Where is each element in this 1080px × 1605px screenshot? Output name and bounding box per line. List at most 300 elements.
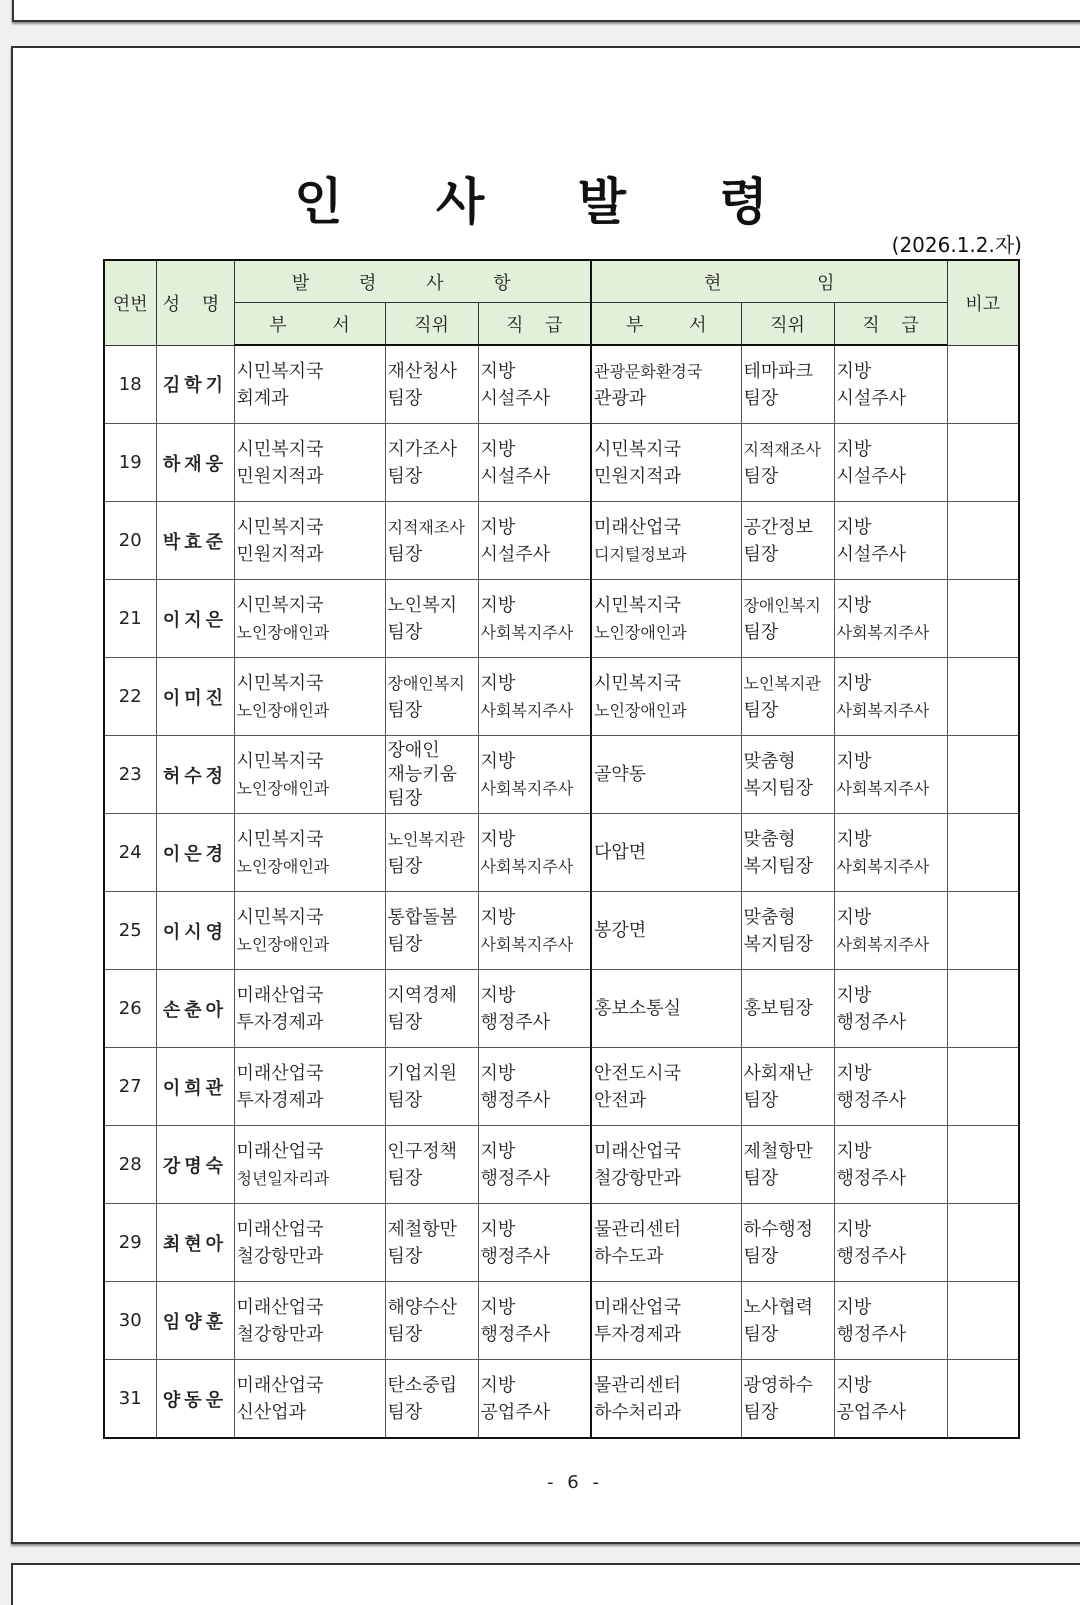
cell-line: 행정주사 xyxy=(480,1167,551,1189)
cell-line: 사회복지주사 xyxy=(480,778,574,798)
row-number: 27 xyxy=(104,1048,156,1126)
cell-line: 민원지적과 xyxy=(594,465,681,487)
header-current-grade: 직 급 xyxy=(834,303,947,346)
cell-line: 공간정보 xyxy=(743,516,814,538)
cell-line: 팀장 xyxy=(743,1245,779,1267)
cell-line: 노인장애인과 xyxy=(594,622,687,642)
cell-line: 팀장 xyxy=(387,1245,423,1267)
cell-line: 행정주사 xyxy=(836,1245,907,1267)
row-number: 20 xyxy=(104,502,156,580)
order-grade-cell xyxy=(478,1204,591,1282)
current-grade-cell xyxy=(834,1126,947,1204)
cell-line: 지방 xyxy=(836,594,872,616)
order-position-cell xyxy=(385,970,478,1048)
cell-line: 시민복지국 xyxy=(594,594,681,616)
header-remarks: 비고 xyxy=(947,260,1019,345)
cell-line: 노인복지관 xyxy=(743,673,821,693)
cell-line: 시민복지국 xyxy=(236,360,324,382)
order-grade-cell xyxy=(478,1282,591,1360)
cell-line: 봉강면 xyxy=(594,920,647,941)
cell-line: 팀장 xyxy=(743,1167,779,1189)
cell-line: 다압면 xyxy=(594,842,647,863)
cell-line: 하수도과 xyxy=(594,1245,664,1267)
cell-line: 지방 xyxy=(836,1140,872,1162)
current-grade-cell xyxy=(834,814,947,892)
cell-line: 지방 xyxy=(836,906,872,928)
cell-line: 지방 xyxy=(836,360,872,382)
cell-line: 행정주사 xyxy=(836,1323,907,1345)
order-dept-cell xyxy=(234,1360,385,1439)
cell-line: 시설주사 xyxy=(836,543,907,565)
cell-line: 제철항만 xyxy=(387,1218,458,1240)
remark-cell xyxy=(947,1204,1019,1282)
current-position-cell xyxy=(741,892,834,970)
remark-cell xyxy=(947,892,1019,970)
cell-line: 지방 xyxy=(836,1062,872,1084)
document-title: 인 사 발 령 xyxy=(294,173,806,231)
remark-cell xyxy=(947,1282,1019,1360)
employee-name: 이은경 xyxy=(156,814,234,892)
cell-line: 행정주사 xyxy=(480,1011,551,1033)
employee-name: 박효준 xyxy=(156,502,234,580)
cell-line: 사회복지주사 xyxy=(480,700,574,720)
cell-line: 사회복지주사 xyxy=(836,622,930,642)
table-row xyxy=(104,1360,1019,1439)
current-grade-cell xyxy=(834,970,947,1048)
cell-line: 팀장 xyxy=(387,855,423,877)
employee-name: 이지은 xyxy=(156,580,234,658)
current-position-cell xyxy=(741,345,834,424)
table-row xyxy=(104,1126,1019,1204)
employee-name: 하재웅 xyxy=(156,424,234,502)
cell-line: 팀장 xyxy=(387,543,423,565)
order-dept-cell xyxy=(234,1048,385,1126)
current-grade-cell xyxy=(834,424,947,502)
current-position-cell xyxy=(741,970,834,1048)
current-grade-cell xyxy=(834,658,947,736)
cell-line: 통합돌봄 xyxy=(387,906,458,928)
cell-line: 해양수산 xyxy=(387,1296,458,1318)
cell-line: 행정주사 xyxy=(480,1089,551,1111)
cell-line: 하수행정 xyxy=(743,1218,814,1240)
cell-line: 투자경제과 xyxy=(236,1011,324,1033)
row-number: 21 xyxy=(104,580,156,658)
current-grade-cell xyxy=(834,1282,947,1360)
remark-cell xyxy=(947,424,1019,502)
cell-line: 장애인 xyxy=(387,739,440,761)
cell-line: 시민복지국 xyxy=(236,828,324,850)
cell-line: 디지털정보과 xyxy=(594,544,687,564)
order-dept-cell xyxy=(234,1126,385,1204)
cell-line: 안전과 xyxy=(594,1089,647,1111)
cell-line: 미래산업국 xyxy=(594,1296,681,1318)
row-number: 31 xyxy=(104,1360,156,1439)
order-grade-cell xyxy=(478,1360,591,1439)
order-dept-cell xyxy=(234,345,385,424)
row-number: 23 xyxy=(104,736,156,814)
header-order-group: 발 령 사 항 xyxy=(234,260,591,303)
cell-line: 팀장 xyxy=(743,1401,779,1423)
cell-line: 행정주사 xyxy=(480,1245,551,1267)
cell-line: 지방 xyxy=(836,1296,872,1318)
remark-cell xyxy=(947,658,1019,736)
cell-line: 팀장 xyxy=(743,699,779,721)
order-grade-cell xyxy=(478,345,591,424)
cell-line: 팀장 xyxy=(387,1011,423,1033)
current-position-cell xyxy=(741,1204,834,1282)
cell-line: 광영하수 xyxy=(743,1374,814,1396)
cell-line: 장애인복지 xyxy=(387,673,465,693)
cell-line: 사회복지주사 xyxy=(836,700,930,720)
cell-line: 사회복지주사 xyxy=(836,778,930,798)
cell-line: 사회재난 xyxy=(743,1062,814,1084)
cell-line: 지방 xyxy=(480,984,516,1006)
current-grade-cell xyxy=(834,736,947,814)
header-order-grade: 직 급 xyxy=(478,303,591,346)
order-grade-cell xyxy=(478,580,591,658)
cell-line: 미래산업국 xyxy=(236,1296,324,1318)
cell-line: 시민복지국 xyxy=(594,672,681,694)
current-position-cell xyxy=(741,580,834,658)
order-position-cell xyxy=(385,1282,478,1360)
cell-line: 제철항만 xyxy=(743,1140,814,1162)
cell-line: 팀장 xyxy=(387,933,423,955)
cell-line: 복지팀장 xyxy=(743,777,814,799)
order-position-cell xyxy=(385,502,478,580)
cell-line: 철강항만과 xyxy=(236,1245,324,1267)
table-row xyxy=(104,658,1019,736)
cell-line: 시민복지국 xyxy=(236,750,324,772)
cell-line: 노인복지관 xyxy=(387,829,465,849)
cell-line: 팀장 xyxy=(387,1167,423,1189)
cell-line: 팀장 xyxy=(743,621,779,643)
cell-line: 행정주사 xyxy=(836,1089,907,1111)
cell-line: 탄소중립 xyxy=(387,1374,458,1396)
cell-line: 철강항만과 xyxy=(236,1323,324,1345)
cell-line: 팀장 xyxy=(387,1323,423,1345)
cell-line: 노인복지 xyxy=(387,594,458,616)
cell-line: 시설주사 xyxy=(480,465,551,487)
cell-line: 노인장애인과 xyxy=(236,700,330,720)
personnel-order-table xyxy=(103,259,1020,1439)
cell-line: 장애인복지 xyxy=(743,595,821,615)
order-grade-cell xyxy=(478,502,591,580)
cell-line: 지방 xyxy=(480,1296,516,1318)
cell-line: 지방 xyxy=(480,906,516,928)
cell-line: 사회복지주사 xyxy=(480,934,574,954)
order-dept-cell xyxy=(234,502,385,580)
cell-line: 투자경제과 xyxy=(594,1323,681,1345)
cell-line: 지역경제 xyxy=(387,984,458,1006)
cell-line: 지방 xyxy=(480,750,516,772)
cell-line: 행정주사 xyxy=(836,1011,907,1033)
cell-line: 맞춤형 xyxy=(743,906,796,928)
cell-line: 지방 xyxy=(480,1140,516,1162)
current-grade-cell xyxy=(834,502,947,580)
cell-line: 테마파크 xyxy=(743,360,814,382)
cell-line: 기업지원 xyxy=(387,1062,458,1084)
cell-line: 시민복지국 xyxy=(236,906,324,928)
remark-cell xyxy=(947,1126,1019,1204)
order-position-cell xyxy=(385,658,478,736)
table-row xyxy=(104,892,1019,970)
cell-line: 지방 xyxy=(836,828,872,850)
table-row xyxy=(104,502,1019,580)
cell-line: 관광문화환경국 xyxy=(594,361,703,381)
cell-line: 지방 xyxy=(480,360,516,382)
cell-line: 관광과 xyxy=(594,387,647,409)
roster-body xyxy=(104,345,1019,1438)
cell-line: 지적재조사 xyxy=(387,517,465,537)
current-dept-cell xyxy=(591,1360,741,1439)
row-number: 29 xyxy=(104,1204,156,1282)
table-row xyxy=(104,1282,1019,1360)
cell-line: 노사협력 xyxy=(743,1296,814,1318)
cell-line: 미래산업국 xyxy=(236,1140,324,1162)
order-grade-cell xyxy=(478,892,591,970)
page-number: - 6 - xyxy=(547,1472,603,1493)
cell-line: 시민복지국 xyxy=(594,438,681,460)
remark-cell xyxy=(947,1360,1019,1439)
current-dept-cell xyxy=(591,1126,741,1204)
current-dept-cell xyxy=(591,502,741,580)
remark-cell xyxy=(947,580,1019,658)
cell-line: 시설주사 xyxy=(480,387,551,409)
current-grade-cell xyxy=(834,892,947,970)
table-row xyxy=(104,580,1019,658)
cell-line: 팀장 xyxy=(387,1401,423,1423)
cell-line: 재능키움 xyxy=(387,763,458,785)
cell-line: 팀장 xyxy=(387,621,423,643)
row-number: 26 xyxy=(104,970,156,1048)
cell-line: 하수처리과 xyxy=(594,1401,681,1423)
current-dept-cell xyxy=(591,970,741,1048)
current-grade-cell xyxy=(834,1204,947,1282)
order-grade-cell xyxy=(478,736,591,814)
employee-name: 양동운 xyxy=(156,1360,234,1439)
order-position-cell xyxy=(385,345,478,424)
cell-line: 시민복지국 xyxy=(236,594,324,616)
current-dept-cell xyxy=(591,1048,741,1126)
cell-line: 공업주사 xyxy=(836,1401,907,1423)
current-position-cell xyxy=(741,1048,834,1126)
current-dept-cell xyxy=(591,580,741,658)
cell-line: 지방 xyxy=(480,516,516,538)
order-dept-cell xyxy=(234,814,385,892)
cell-line: 지방 xyxy=(836,1374,872,1396)
employee-name: 최현아 xyxy=(156,1204,234,1282)
current-position-cell xyxy=(741,502,834,580)
employee-name: 이미진 xyxy=(156,658,234,736)
current-dept-cell xyxy=(591,1282,741,1360)
order-grade-cell xyxy=(478,970,591,1048)
employee-name: 허수정 xyxy=(156,736,234,814)
cell-line: 지방 xyxy=(836,1218,872,1240)
cell-line: 청년일자리과 xyxy=(236,1168,330,1188)
current-grade-cell xyxy=(834,345,947,424)
next-page-edge xyxy=(11,1563,1080,1605)
cell-line: 신산업과 xyxy=(236,1401,307,1423)
cell-line: 지방 xyxy=(480,438,516,460)
cell-line: 지방 xyxy=(836,984,872,1006)
cell-line: 노인장애인과 xyxy=(236,934,330,954)
cell-line: 미래산업국 xyxy=(594,1140,681,1162)
employee-name: 손춘아 xyxy=(156,970,234,1048)
cell-line: 팀장 xyxy=(387,387,423,409)
cell-line: 시민복지국 xyxy=(236,516,324,538)
row-number: 25 xyxy=(104,892,156,970)
table-row xyxy=(104,736,1019,814)
cell-line: 물관리센터 xyxy=(594,1218,681,1240)
current-grade-cell xyxy=(834,1360,947,1439)
cell-line: 팀장 xyxy=(387,1089,423,1111)
cell-line: 복지팀장 xyxy=(743,933,814,955)
order-position-cell xyxy=(385,814,478,892)
order-position-cell xyxy=(385,580,478,658)
cell-line: 민원지적과 xyxy=(236,543,324,565)
cell-line: 안전도시국 xyxy=(594,1062,681,1084)
cell-line: 인구정책 xyxy=(387,1140,458,1162)
current-dept-cell xyxy=(591,892,741,970)
order-grade-cell xyxy=(478,424,591,502)
cell-line: 회계과 xyxy=(236,387,289,409)
cell-line: 맞춤형 xyxy=(743,750,796,772)
table-row xyxy=(104,1204,1019,1282)
current-position-cell xyxy=(741,424,834,502)
cell-line: 미래산업국 xyxy=(594,516,681,538)
cell-line: 노인장애인과 xyxy=(594,700,687,720)
order-grade-cell xyxy=(478,814,591,892)
cell-line: 팀장 xyxy=(743,465,779,487)
cell-line: 지방 xyxy=(836,672,872,694)
order-dept-cell xyxy=(234,424,385,502)
cell-line: 물관리센터 xyxy=(594,1374,681,1396)
current-dept-cell xyxy=(591,424,741,502)
remark-cell xyxy=(947,970,1019,1048)
order-dept-cell xyxy=(234,1204,385,1282)
previous-page-edge xyxy=(12,0,1080,22)
header-name: 성 명 xyxy=(156,260,234,345)
cell-line: 행정주사 xyxy=(480,1323,551,1345)
table-row xyxy=(104,424,1019,502)
cell-line: 맞춤형 xyxy=(743,828,796,850)
order-position-cell xyxy=(385,1126,478,1204)
table-row xyxy=(104,970,1019,1048)
order-position-cell xyxy=(385,1204,478,1282)
order-dept-cell xyxy=(234,970,385,1048)
order-dept-cell xyxy=(234,580,385,658)
cell-line: 지방 xyxy=(480,594,516,616)
current-position-cell xyxy=(741,736,834,814)
cell-line: 시민복지국 xyxy=(236,438,324,460)
cell-line: 미래산업국 xyxy=(236,984,324,1006)
remark-cell xyxy=(947,736,1019,814)
header-order-dept: 부 서 xyxy=(234,303,385,346)
cell-line: 사회복지주사 xyxy=(480,622,574,642)
cell-line: 팀장 xyxy=(743,543,779,565)
header-order-position: 직위 xyxy=(385,303,478,346)
current-grade-cell xyxy=(834,580,947,658)
table-row xyxy=(104,814,1019,892)
cell-line: 홍보소통실 xyxy=(594,998,681,1019)
order-dept-cell xyxy=(234,736,385,814)
cell-line: 철강항만과 xyxy=(594,1167,681,1189)
row-number: 22 xyxy=(104,658,156,736)
remark-cell xyxy=(947,345,1019,424)
cell-line: 복지팀장 xyxy=(743,855,814,877)
employee-name: 강명숙 xyxy=(156,1126,234,1204)
cell-line: 팀장 xyxy=(743,1089,779,1111)
cell-line: 시설주사 xyxy=(836,387,907,409)
cell-line: 노인장애인과 xyxy=(236,778,330,798)
header-current-position: 직위 xyxy=(741,303,834,346)
row-number: 19 xyxy=(104,424,156,502)
cell-line: 지방 xyxy=(480,828,516,850)
current-position-cell xyxy=(741,658,834,736)
row-number: 24 xyxy=(104,814,156,892)
cell-line: 미래산업국 xyxy=(236,1062,324,1084)
cell-line: 지방 xyxy=(480,1374,516,1396)
current-grade-cell xyxy=(834,1048,947,1126)
order-position-cell xyxy=(385,1360,478,1439)
cell-line: 행정주사 xyxy=(836,1167,907,1189)
cell-line: 미래산업국 xyxy=(236,1374,324,1396)
current-position-cell xyxy=(741,1282,834,1360)
cell-line: 시설주사 xyxy=(836,465,907,487)
current-dept-cell xyxy=(591,658,741,736)
cell-line: 미래산업국 xyxy=(236,1218,324,1240)
order-dept-cell xyxy=(234,892,385,970)
cell-line: 사회복지주사 xyxy=(836,934,930,954)
cell-line: 홍보팀장 xyxy=(743,998,814,1019)
current-dept-cell xyxy=(591,814,741,892)
cell-line: 팀장 xyxy=(387,699,423,721)
cell-line: 지방 xyxy=(836,438,872,460)
remark-cell xyxy=(947,502,1019,580)
current-dept-cell xyxy=(591,345,741,424)
row-number: 18 xyxy=(104,345,156,424)
order-dept-cell xyxy=(234,1282,385,1360)
cell-line: 지가조사 xyxy=(387,438,458,460)
cell-line: 사회복지주사 xyxy=(480,856,574,876)
employee-name: 이희관 xyxy=(156,1048,234,1126)
cell-line: 사회복지주사 xyxy=(836,856,930,876)
cell-line: 노인장애인과 xyxy=(236,622,330,642)
employee-name: 이시영 xyxy=(156,892,234,970)
order-grade-cell xyxy=(478,1048,591,1126)
order-position-cell xyxy=(385,424,478,502)
remark-cell xyxy=(947,814,1019,892)
order-grade-cell xyxy=(478,658,591,736)
current-dept-cell xyxy=(591,1204,741,1282)
current-position-cell xyxy=(741,1360,834,1439)
cell-line: 지방 xyxy=(480,1218,516,1240)
cell-line: 시설주사 xyxy=(480,543,551,565)
cell-line: 지방 xyxy=(836,516,872,538)
cell-line: 재산청사 xyxy=(387,360,458,382)
current-position-cell xyxy=(741,814,834,892)
cell-line: 팀장 xyxy=(743,1323,779,1345)
order-position-cell xyxy=(385,1048,478,1126)
effective-date: (2026.1.2.자) xyxy=(891,233,1022,257)
remark-cell xyxy=(947,1048,1019,1126)
cell-line: 팀장 xyxy=(387,787,423,809)
cell-line: 골약동 xyxy=(594,764,647,785)
cell-line: 지방 xyxy=(480,672,516,694)
order-dept-cell xyxy=(234,658,385,736)
row-number: 28 xyxy=(104,1126,156,1204)
cell-line: 팀장 xyxy=(387,465,423,487)
